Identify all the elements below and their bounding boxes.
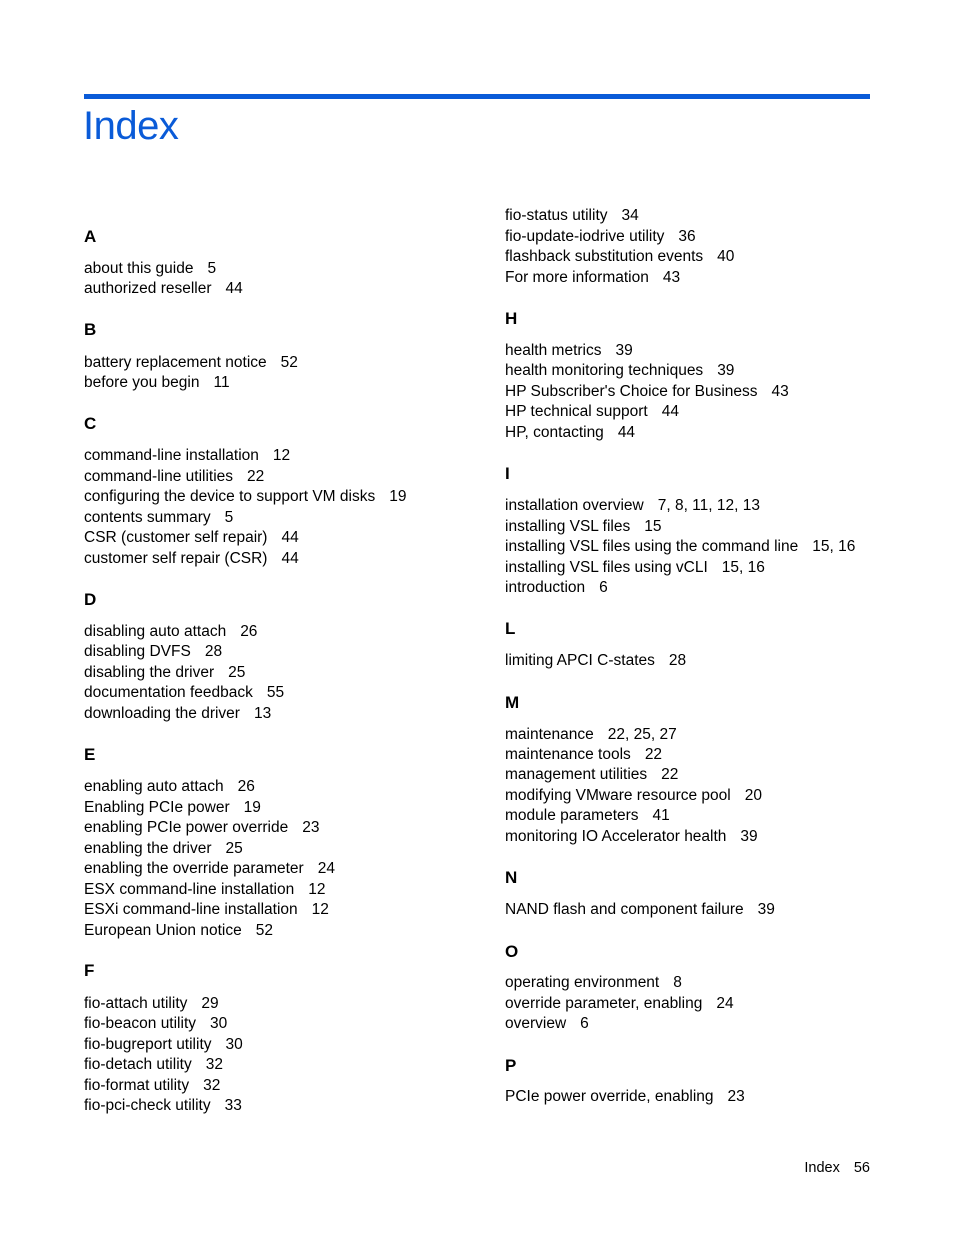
index-page-ref[interactable]: 19	[389, 488, 407, 505]
index-page-ref[interactable]: 30	[225, 1036, 243, 1053]
index-term: fio-beacon utility	[84, 1015, 197, 1032]
index-term: fio-format utility	[84, 1077, 190, 1094]
index-entry	[84, 487, 406, 507]
footer-label: Index	[804, 1160, 840, 1176]
index-entry	[84, 622, 257, 642]
index-entry	[505, 341, 633, 361]
index-term: command-line utilities	[84, 468, 234, 485]
index-page-ref[interactable]: 26	[237, 778, 255, 795]
index-page-ref[interactable]: 15, 16	[721, 559, 765, 576]
index-page-ref[interactable]: 24	[317, 860, 335, 877]
index-page-ref[interactable]: 15, 16	[812, 538, 856, 555]
index-entry	[84, 1076, 220, 1096]
index-term: ESX command-line installation	[84, 881, 295, 898]
index-term: ESXi command-line installation	[84, 901, 298, 918]
index-entry	[84, 818, 319, 838]
index-letter-b: B	[84, 320, 97, 339]
index-entry	[505, 1087, 745, 1107]
index-page-ref[interactable]: 40	[717, 248, 735, 265]
index-term: module parameters	[505, 807, 639, 824]
index-entry	[84, 259, 216, 279]
index-term: fio-detach utility	[84, 1056, 192, 1073]
index-term: PCIe power override, enabling	[505, 1088, 714, 1105]
index-term: introduction	[505, 579, 586, 596]
index-entry	[505, 517, 661, 537]
index-page-ref[interactable]: 12	[272, 447, 291, 464]
index-letter-o: O	[505, 942, 519, 961]
index-entry	[505, 268, 680, 288]
index-term: disabling the driver	[84, 664, 215, 681]
index-page-ref[interactable]: 43	[662, 269, 681, 286]
index-entry	[505, 227, 696, 247]
index-term: override parameter, enabling	[505, 995, 703, 1012]
index-page-ref[interactable]: 13	[253, 705, 272, 722]
index-entry	[84, 446, 290, 466]
index-entry	[505, 361, 734, 381]
index-term: customer self repair (CSR)	[84, 550, 268, 567]
index-term: before you begin	[84, 374, 200, 391]
index-page-ref[interactable]: 28	[204, 643, 223, 660]
index-term: contents summary	[84, 509, 211, 526]
index-entry	[505, 827, 758, 847]
index-page-ref[interactable]: 6	[599, 579, 608, 596]
index-entry	[505, 382, 789, 402]
index-page-ref[interactable]: 12	[308, 881, 326, 898]
index-page-ref[interactable]: 28	[668, 652, 687, 669]
index-page-ref[interactable]: 8	[673, 974, 682, 991]
index-term: maintenance tools	[505, 746, 631, 763]
index-term: monitoring IO Accelerator health	[505, 828, 727, 845]
index-term: limiting APCI C-states	[505, 652, 655, 669]
index-letter-m: M	[505, 693, 520, 712]
index-term: authorized reseller	[84, 280, 212, 297]
index-page-ref[interactable]: 39	[757, 901, 775, 918]
index-term: enabling auto attach	[84, 778, 224, 795]
index-entry	[84, 798, 261, 818]
index-page-ref[interactable]: 44	[617, 424, 636, 441]
index-term: configuring the device to support VM disks	[84, 488, 376, 505]
index-term: installing VSL files	[505, 518, 631, 535]
index-entry	[84, 839, 243, 859]
index-page-ref[interactable]: 22	[247, 468, 265, 485]
index-term: disabling DVFS	[84, 643, 191, 660]
index-page-ref[interactable]: 44	[281, 529, 299, 546]
index-letter-f: F	[84, 961, 95, 980]
index-entry	[505, 973, 682, 993]
index-entry	[505, 247, 734, 267]
index-entry	[84, 508, 233, 528]
index-term: HP technical support	[505, 403, 648, 420]
index-entry	[84, 1014, 227, 1034]
index-term: command-line installation	[84, 447, 259, 464]
index-term: enabling the driver	[84, 840, 212, 857]
index-term: operating environment	[505, 974, 660, 991]
index-page-ref[interactable]: 32	[203, 1077, 221, 1094]
index-entry	[84, 663, 245, 683]
index-page-ref[interactable]: 55	[266, 684, 285, 701]
page-title: Index	[83, 104, 179, 148]
index-page-ref[interactable]: 36	[678, 228, 696, 245]
index-term: fio-attach utility	[84, 995, 188, 1012]
index-page-ref[interactable]: 33	[224, 1097, 242, 1114]
index-page-ref[interactable]: 5	[207, 260, 217, 277]
index-term: fio-status utility	[505, 207, 608, 224]
index-entry	[84, 683, 284, 703]
index-entry	[84, 777, 255, 797]
index-letter-c: C	[84, 414, 97, 433]
index-page-ref[interactable]: 7, 8, 11, 12, 13	[657, 497, 760, 514]
index-term: European Union notice	[84, 922, 242, 939]
index-term: enabling PCIe power override	[84, 819, 289, 836]
index-term: fio-update-iodrive utility	[505, 228, 665, 245]
index-entry	[505, 651, 686, 671]
index-entry	[505, 745, 662, 765]
index-entry	[84, 921, 273, 941]
index-entry	[84, 880, 325, 900]
index-entry	[84, 642, 222, 662]
page-number: 56	[853, 1160, 870, 1176]
index-page-ref[interactable]: 52	[255, 922, 273, 939]
index-page-ref[interactable]: 43	[771, 383, 789, 400]
index-entry	[84, 994, 219, 1014]
index-term: health metrics	[505, 342, 602, 359]
page-footer	[804, 1158, 870, 1178]
index-letter-e: E	[84, 745, 96, 764]
index-page-ref[interactable]: 52	[280, 354, 298, 371]
index-entry	[84, 1096, 242, 1116]
index-term: For more information	[505, 269, 649, 286]
index-page-ref[interactable]: 20	[744, 787, 762, 804]
index-entry	[505, 402, 679, 422]
index-page-ref[interactable]: 34	[621, 207, 639, 224]
index-page-ref[interactable]: 22, 25, 27	[607, 726, 677, 743]
index-entry	[84, 528, 299, 548]
index-entry	[84, 373, 230, 393]
index-entry	[84, 1035, 243, 1055]
index-letter-n: N	[505, 868, 518, 887]
index-page-ref[interactable]: 15	[644, 518, 662, 535]
index-entry	[505, 786, 762, 806]
index-term: management utilities	[505, 766, 648, 783]
index-entry	[505, 900, 775, 920]
index-term: HP, contacting	[505, 424, 604, 441]
index-letter-h: H	[505, 309, 518, 328]
index-entry	[505, 537, 855, 557]
index-entry	[84, 859, 335, 879]
index-entry	[84, 279, 243, 299]
index-page-ref[interactable]: 25	[225, 840, 243, 857]
index-term: about this guide	[84, 260, 194, 277]
index-page-ref[interactable]: 25	[228, 664, 246, 681]
index-term: modifying VMware resource pool	[505, 787, 731, 804]
index-entry	[505, 558, 765, 578]
index-page-ref[interactable]: 23	[727, 1088, 745, 1105]
index-entry	[505, 423, 635, 443]
index-letter-i: I	[505, 464, 510, 483]
index-page-ref[interactable]: 5	[224, 509, 234, 526]
index-page-ref[interactable]: 32	[205, 1056, 223, 1073]
index-entry	[84, 704, 271, 724]
index-letter-d: D	[84, 590, 97, 609]
index-page-ref[interactable]: 6	[580, 1015, 589, 1032]
index-entry	[505, 994, 734, 1014]
index-term: installation overview	[505, 497, 644, 514]
index-entry	[84, 900, 329, 920]
index-letter-l: L	[505, 619, 516, 638]
index-term: HP Subscriber's Choice for Business	[505, 383, 758, 400]
index-entry	[505, 578, 608, 598]
index-term: disabling auto attach	[84, 623, 227, 640]
index-term: documentation feedback	[84, 684, 253, 701]
index-page-ref[interactable]: 19	[243, 799, 261, 816]
index-entry	[84, 467, 264, 487]
index-page-ref[interactable]: 23	[302, 819, 320, 836]
title-rule	[84, 94, 870, 99]
index-entry	[505, 806, 670, 826]
index-page-ref[interactable]: 11	[213, 374, 230, 391]
index-entry	[84, 353, 298, 373]
index-entry	[505, 765, 678, 785]
index-page-ref[interactable]: 24	[716, 995, 734, 1012]
index-term: Enabling PCIe power	[84, 799, 230, 816]
index-term: downloading the driver	[84, 705, 240, 722]
index-page-ref[interactable]: 26	[240, 623, 258, 640]
index-entry	[505, 206, 639, 226]
index-page-ref[interactable]: 41	[652, 807, 670, 824]
index-page-ref[interactable]: 39	[740, 828, 758, 845]
index-page-ref[interactable]: 39	[615, 342, 633, 359]
index-term: overview	[505, 1015, 567, 1032]
index-term: flashback substitution events	[505, 248, 704, 265]
index-page-ref[interactable]: 44	[281, 550, 299, 567]
index-term: installing VSL files using vCLI	[505, 559, 708, 576]
index-page-ref[interactable]: 12	[311, 901, 329, 918]
index-entry	[505, 496, 760, 516]
index-entry	[505, 1014, 589, 1034]
index-entry	[505, 725, 677, 745]
index-page-ref[interactable]: 29	[201, 995, 219, 1012]
index-term: fio-bugreport utility	[84, 1036, 212, 1053]
index-letter-a: A	[84, 227, 97, 246]
index-page-ref[interactable]: 22	[661, 766, 679, 783]
index-term: CSR (customer self repair)	[84, 529, 268, 546]
index-entry	[84, 1055, 223, 1075]
index-page-ref[interactable]: 39	[717, 362, 735, 379]
index-term: NAND flash and component failure	[505, 901, 744, 918]
index-term: enabling the override parameter	[84, 860, 304, 877]
index-entry	[84, 549, 299, 569]
index-letter-p: P	[505, 1056, 517, 1075]
index-term: health monitoring techniques	[505, 362, 704, 379]
index-term: fio-pci-check utility	[84, 1097, 211, 1114]
index-page-ref[interactable]: 22	[644, 746, 663, 763]
index-term: battery replacement notice	[84, 354, 267, 371]
index-page-ref[interactable]: 30	[210, 1015, 228, 1032]
index-term: maintenance	[505, 726, 594, 743]
index-page-ref[interactable]: 44	[225, 280, 243, 297]
index-page-ref[interactable]: 44	[661, 403, 679, 420]
index-term: installing VSL files using the command line	[505, 538, 799, 555]
